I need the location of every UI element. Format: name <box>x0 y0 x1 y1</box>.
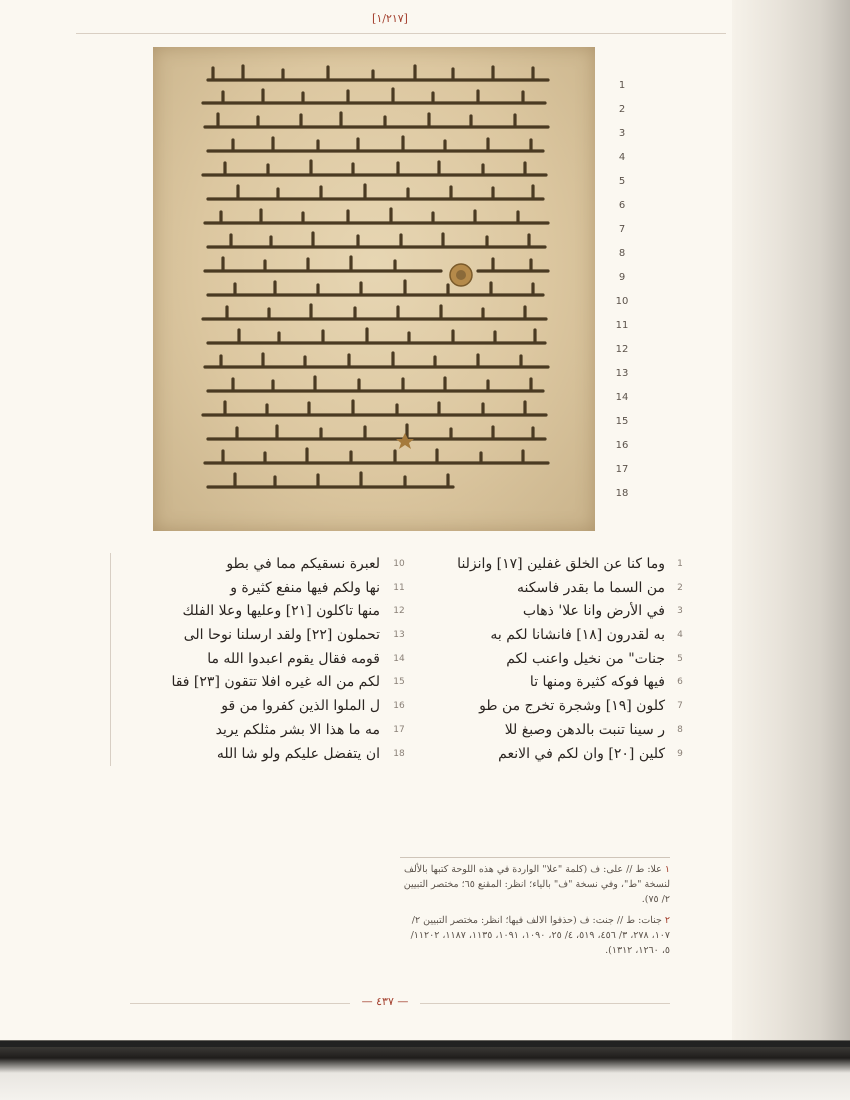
line-number: 12 <box>615 344 629 355</box>
footnote-rule <box>400 857 670 858</box>
transcription-line-text: فيها فوكه كثيرة ومنها تا <box>529 674 665 691</box>
footnote-number: ٢ <box>664 915 670 926</box>
transcription-line-text: مه ما هذا الا بشر مثلكم يريد <box>215 721 380 738</box>
line-number: 9 <box>618 272 626 283</box>
line-number: 4 <box>618 152 626 163</box>
manuscript-script-drawing <box>153 47 595 531</box>
transcription-line-text: قومه فقال يقوم اعبدوا الله ما <box>207 650 380 667</box>
transcription-line-text: لعبرة نسقيكم مما في بطو <box>226 556 380 572</box>
transcription-line-text: منها تاكلون [٢١] وعليها وعلا الفلك <box>182 603 380 620</box>
transcription-line-text: به لقدرون [١٨] فانشانا لكم به <box>490 627 665 644</box>
transcription-line-number: 5 <box>677 653 683 664</box>
folio-reference: [١/٢١٧] <box>372 12 408 25</box>
transcription-line-text: من السما ما بقدر فاسكنه <box>517 579 665 596</box>
transcription-line-number: 16 <box>393 701 405 712</box>
line-number: 5 <box>618 176 626 187</box>
transcription-line-number: 8 <box>677 724 683 735</box>
line-number: 1 <box>618 80 626 91</box>
footer-rule-right <box>420 1003 670 1004</box>
line-number: 16 <box>615 440 629 451</box>
transcription-line-number: 1 <box>677 559 683 569</box>
transcription-line <box>395 671 683 695</box>
transcription-line-number: 18 <box>393 748 405 759</box>
transcription-line-number: 10 <box>393 559 405 569</box>
transcription-line-text: ل الملوا الذين كفروا من قو <box>221 698 380 715</box>
transcription-line <box>110 671 405 695</box>
transcription-line-text: تحملون [٢٢] ولقد ارسلنا نوحا الى <box>183 627 380 644</box>
footnote <box>400 913 670 958</box>
line-number: 15 <box>615 416 629 427</box>
page-bottom-edge-line <box>0 1041 850 1047</box>
transcription-line-number: 9 <box>677 748 683 759</box>
star-ornament <box>396 433 414 449</box>
line-number: 13 <box>615 368 629 379</box>
footnotes <box>400 862 670 964</box>
line-number: 17 <box>615 464 629 475</box>
transcription-line-text: نها ولكم فيها منفع كثيرة و <box>230 579 380 596</box>
transcription-line-number: 3 <box>677 606 683 617</box>
transcription-line-number: 13 <box>393 630 405 641</box>
transcription-line <box>395 648 683 672</box>
page-binding-shadow <box>732 0 850 1040</box>
transcription-line-text: جنات" من نخيل واعنب لكم <box>506 650 665 667</box>
transcription-line-text: لكم من اله غيره افلا تتقون [٢٣] فقا <box>171 674 380 691</box>
transcription-line-number: 4 <box>677 630 683 641</box>
transcription-line <box>110 553 405 577</box>
transcription-line-text: كلين [٢٠] وان لكم في الانعم <box>498 745 665 762</box>
footnote-text: جنات: ط // جنت: ف (حذفوا الالف فيها؛ انظر: مختصر التبيين ٢/ ١٠٧، ٢٧٨، ٣/ ٤٥٦، ٥١٩، ٤/ ٢٥، ١٠٩٠، ١٠٩١، ١١٣٥، ١١٨٧، ١١٢٠٢/ ٥، ١٢٦٠، ١٣١٢). <box>410 915 670 956</box>
transcription-line-text: ان يتفضل عليكم ولو شا الله <box>216 745 380 762</box>
transcription-line <box>395 600 683 624</box>
transcription-left-column <box>110 553 405 766</box>
transcription-line-number: 15 <box>393 677 405 688</box>
line-number: 2 <box>618 104 626 115</box>
header-rule <box>76 33 726 34</box>
footnote-number: ١ <box>664 864 670 875</box>
footer-rule-left <box>130 1003 350 1004</box>
transcription-line <box>110 577 405 601</box>
line-number: 18 <box>615 488 629 499</box>
manuscript-folio-image <box>153 47 595 531</box>
transcription-line <box>110 600 405 624</box>
transcription-line <box>395 719 683 743</box>
transcription-line <box>395 743 683 767</box>
line-number: 3 <box>618 128 626 139</box>
transcription-line-number: 12 <box>393 606 405 617</box>
transcription-line-text: كلون [١٩] وشجرة تخرج من طو <box>479 698 665 715</box>
transcription-line-number: 14 <box>393 653 405 664</box>
transcription-line-number: 2 <box>677 582 683 593</box>
transcription-line <box>110 695 405 719</box>
line-number: 10 <box>615 296 629 307</box>
transcription-line-number: 17 <box>393 724 405 735</box>
transcription-line <box>395 553 683 577</box>
page-bottom-edge <box>0 1040 850 1100</box>
transcription-line-number: 6 <box>677 677 683 688</box>
transcription-line-text: وما كنا عن الخلق غفلين [١٧] وانزلنا <box>457 556 665 572</box>
footnote-text: علا: ط // على: ف (كلمة "علا" الواردة في هذه اللوحة كتبها بالألف لنسخة "ط"، وفي نسخة "ف" بالياء؛ انظر: المقنع ٦٥؛ مختصر التبيين ٢/ ٧٥). <box>403 864 670 905</box>
line-number: 11 <box>615 320 629 331</box>
footnote <box>400 862 670 907</box>
transcription-line <box>395 624 683 648</box>
transcription-line <box>395 695 683 719</box>
transcription-line-text: ر سينا تنبت بالدهن وصبغ للا <box>504 721 665 738</box>
transcription-line <box>110 743 405 767</box>
transcription-line-number: 11 <box>393 582 405 593</box>
transcription-line <box>110 624 405 648</box>
transcription-line <box>110 719 405 743</box>
line-number: 7 <box>618 224 626 235</box>
line-number: 6 <box>618 200 626 211</box>
transcription-right-column <box>395 553 683 766</box>
transcription-line-number: 7 <box>677 701 683 712</box>
transcription-line <box>395 577 683 601</box>
line-number: 14 <box>615 392 629 403</box>
line-number: 8 <box>618 248 626 259</box>
page-number: — ٤٣٧ — <box>361 995 409 1008</box>
transcription-line-text: في الأرض وانا علا' ذهاب <box>522 603 665 620</box>
transcription-line <box>110 648 405 672</box>
